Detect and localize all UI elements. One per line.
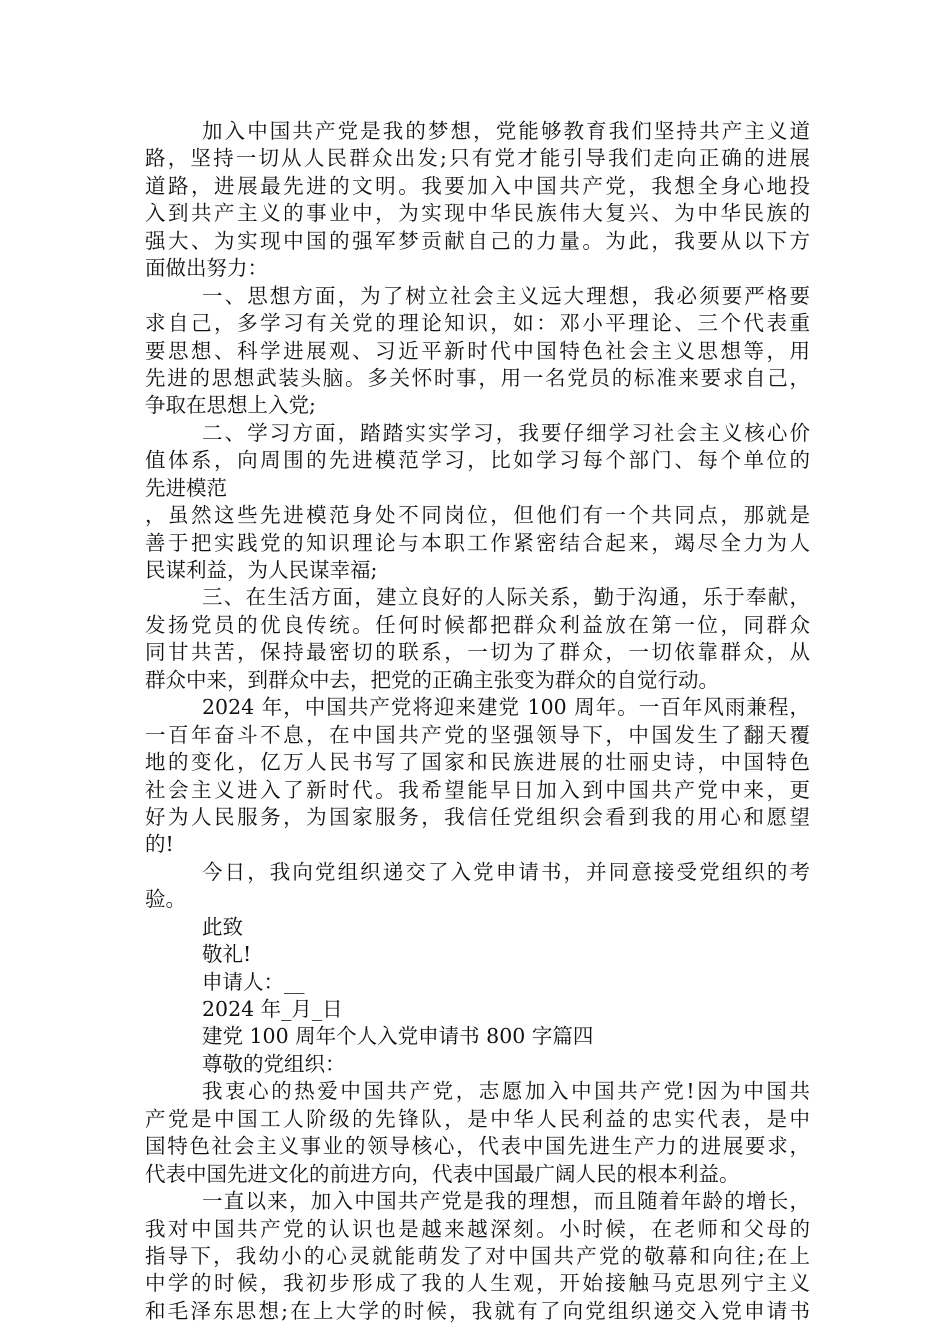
text-line: 一直以来，加入中国共产党是我的理想，而且随着年龄的增长， xyxy=(202,1189,810,1214)
text-line: 的! xyxy=(145,832,174,857)
text-line: 今日，我向党组织递交了入党申请书，并同意接受党组织的考 xyxy=(202,859,810,884)
text-line: 路，坚持一切从人民群众出发;只有党才能引导我们走向正确的进展 xyxy=(145,146,810,171)
text-line: 求自己，多学习有关党的理论知识，如：邓小平理论、三个代表重 xyxy=(145,311,810,336)
text-line: 代表中国先进文化的前进方向，代表中国最广阔人民的根本利益。 xyxy=(145,1161,740,1186)
text-line: 先进的思想武装头脑。多关怀时事，用一名党员的标准来要求自己， xyxy=(145,365,810,390)
text-line: 一、思想方面，为了树立社会主义远大理想，我必须要严格要 xyxy=(202,283,810,308)
text-line: 先进模范 xyxy=(145,475,227,500)
text-line: 入到共产主义的事业中，为实现中华民族伟大复兴、为中华民族的 xyxy=(145,201,810,226)
text-line: 我对中国共产党的认识也是越来越深刻。小时候，在老师和父母的 xyxy=(145,1216,810,1241)
text-line: 2024 年，中国共产党将迎来建党 100 周年。一百年风雨兼程， xyxy=(202,695,810,720)
text-line: 三、在生活方面，建立良好的人际关系，勤于沟通，乐于奉献， xyxy=(202,585,810,610)
text-line: 尊敬的党组织： xyxy=(202,1051,346,1076)
text-line: 道路，进展最先进的文明。我要加入中国共产党，我想全身心地投 xyxy=(145,173,810,198)
text-line: 产党是中国工人阶级的先锋队，是中华人民利益的忠实代表，是中 xyxy=(145,1106,810,1131)
text-line: 民谋利益，为人民谋幸福; xyxy=(145,558,378,582)
text-line: 申请人：__ xyxy=(202,969,305,994)
text-line: 指导下，我幼小的心灵就能萌发了对中国共产党的敬幕和向往;在上 xyxy=(145,1243,810,1268)
text-line: 争取在思想上入党; xyxy=(145,393,316,418)
text-line: 要思想、科学进展观、习近平新时代中国特色社会主义思想等，用 xyxy=(145,338,810,363)
text-line: 面做出努力： xyxy=(145,256,268,281)
text-line: 中学的时候，我初步形成了我的人生观，开始接触马克思列宁主义 xyxy=(145,1271,810,1296)
text-line: 地的变化，亿万人民书写了国家和民族进展的壮丽史诗，中国特色 xyxy=(145,750,810,775)
text-line: 建党 100 周年个人入党申请书 800 字篇四 xyxy=(202,1024,594,1049)
text-line: 敬礼! xyxy=(202,942,252,967)
text-line: 验。 xyxy=(145,887,186,912)
text-line: 国特色社会主义事业的领导核心，代表中国先进生产力的进展要求， xyxy=(145,1134,810,1159)
text-line: 加入中国共产党是我的梦想，党能够教育我们坚持共产主义道 xyxy=(202,119,810,143)
text-line: 此致 xyxy=(202,914,243,939)
text-line: 善于把实践党的知识理论与本职工作紧密结合起来，竭尽全力为人 xyxy=(145,530,810,555)
text-line: 社会主义进入了新时代。我希望能早日加入到中国共产党中来，更 xyxy=(145,777,810,802)
document-page xyxy=(145,118,810,1325)
text-line: ，虽然这些先进模范身处不同岗位，但他们有一个共同点，那就是 xyxy=(145,503,810,528)
text-line: 强大、为实现中国的强军梦贡献自己的力量。为此，我要从以下方 xyxy=(145,228,810,253)
text-line: 二、学习方面，踏踏实实学习，我要仔细学习社会主义核心价 xyxy=(202,420,810,445)
text-line: 好为人民服务，为国家服务，我信任党组织会看到我的用心和愿望 xyxy=(145,804,810,829)
text-line: 2024 年_月_日 xyxy=(202,997,343,1021)
text-line: 和毛泽东思想;在上大学的时候，我就有了向党组织递交入党申请书 xyxy=(145,1298,810,1323)
text-line: 我衷心的热爱中国共产党，志愿加入中国共产党!因为中国共 xyxy=(202,1079,810,1104)
text-line: 发扬党员的优良传统。任何时候都把群众利益放在第一位，同群众 xyxy=(145,612,810,637)
text-line: 同甘共苦，保持最密切的联系，一切为了群众，一切依靠群众，从 xyxy=(145,640,810,665)
text-line: 值体系，向周围的先进模范学习，比如学习每个部门、每个单位的 xyxy=(145,448,810,473)
text-line: 群众中来，到群众中去，把党的正确主张变为群众的自觉行动。 xyxy=(145,667,719,692)
text-line: 一百年奋斗不息，在中国共产党的坚强领导下，中国发生了翻天覆 xyxy=(145,722,810,747)
